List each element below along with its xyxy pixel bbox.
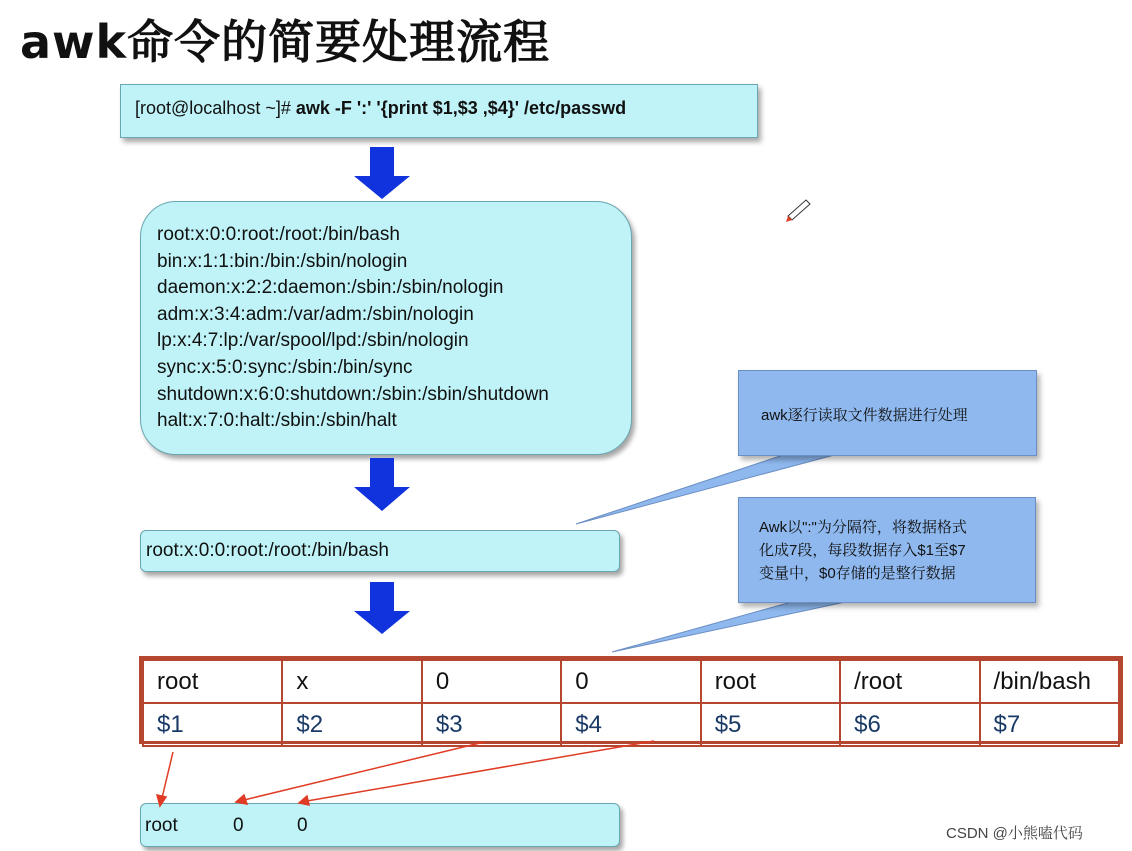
output-field-1: root [145, 815, 178, 836]
output-field-4: 0 [297, 815, 308, 836]
map-arrowhead-icon [157, 795, 166, 806]
watermark: CSDN @小熊嗑代码 [946, 825, 1083, 842]
passwd-line: halt:x:7:0:halt:/sbin:/sbin/halt [157, 410, 397, 432]
callout-split-line: Awk以":"为分隔符，将数据格式 [759, 519, 967, 536]
map-arrow-1 [162, 752, 173, 798]
map-arrow-4 [307, 741, 654, 801]
field-var: $3 [422, 703, 561, 746]
passwd-line: lp:x:4:7:lp:/var/spool/lpd:/sbin/nologin [157, 330, 469, 352]
callout-split-line: 变量中，$0存储的是整行数据 [759, 565, 956, 582]
passwd-line: shutdown:x:6:0:shutdown:/sbin:/sbin/shutdown [157, 383, 549, 405]
field-var: $4 [561, 703, 700, 746]
callout-split-line: 化成7段，每段数据存入$1至$7 [759, 542, 966, 559]
mapping-arrows [157, 741, 654, 806]
callout-split [738, 497, 1036, 603]
page-title: awk命令的简要处理流程 [20, 15, 551, 69]
field-var: $6 [840, 703, 979, 746]
field-value: root [143, 660, 282, 703]
field-value: root [701, 660, 840, 703]
field-value: 0 [561, 660, 700, 703]
current-row-text: root:x:0:0:root:/root:/bin/bash [146, 540, 389, 561]
field-var: $2 [282, 703, 421, 746]
passwd-line: sync:x:5:0:sync:/sbin:/bin/sync [157, 356, 413, 378]
down-arrow-icon [354, 147, 410, 199]
command-prompt: [root@localhost ~]# [135, 98, 296, 118]
callout-split-text [759, 516, 967, 585]
field-var: $7 [980, 703, 1119, 746]
command-body: awk -F ':' '{print $1,$3 ,$4}' /etc/passwd [295, 98, 627, 118]
field-value: /root [840, 660, 979, 703]
field-value: x [282, 660, 421, 703]
output-field-3: 0 [233, 815, 244, 836]
callout-read-text: awk逐行读取文件数据进行处理 [761, 407, 968, 424]
field-value: /bin/bash [980, 660, 1119, 703]
field-var: $1 [143, 703, 282, 746]
map-arrowhead-icon [236, 795, 247, 804]
down-arrow-icon [354, 582, 410, 634]
field-var: $5 [701, 703, 840, 746]
passwd-line: bin:x:1:1:bin:/bin:/sbin/nologin [157, 250, 408, 272]
field-value: 0 [422, 660, 561, 703]
passwd-line: root:x:0:0:root:/root:/bin/bash [157, 224, 400, 245]
callout-read [738, 370, 1037, 456]
callout-split-tail [612, 601, 850, 652]
passwd-line: daemon:x:2:2:daemon:/sbin:/sbin/nologin [157, 277, 504, 299]
passwd-line: adm:x:3:4:adm:/var/adm:/sbin/nologin [157, 303, 474, 325]
down-arrow-icon [354, 458, 410, 511]
map-arrowhead-icon [299, 796, 309, 805]
pencil-cursor-icon [786, 200, 810, 222]
